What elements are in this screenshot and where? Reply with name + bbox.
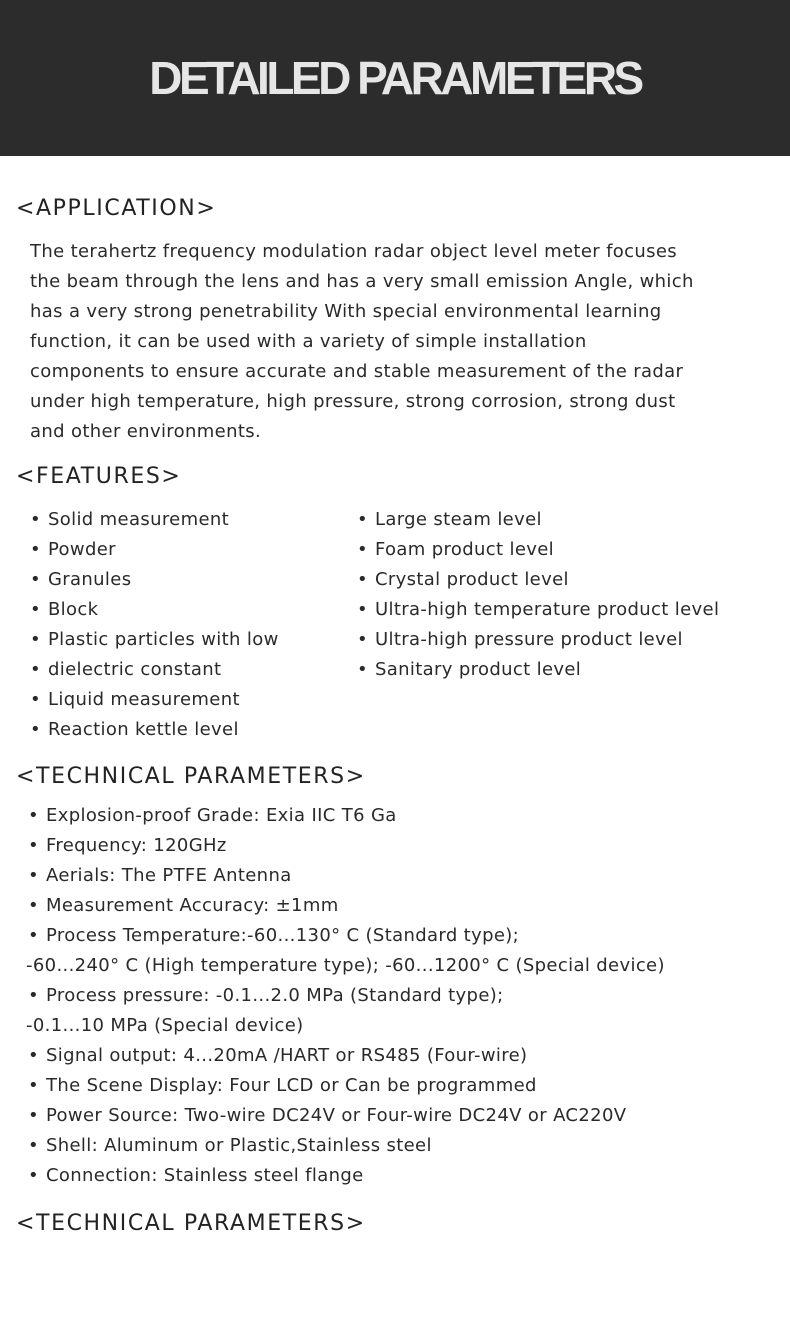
bullet-icon: • <box>28 1135 39 1156</box>
list-item <box>30 595 279 625</box>
feature-label: Crystal product level <box>374 569 569 590</box>
parameter-text: Shell: Aluminum or Plastic,Stainless steel <box>45 1135 432 1156</box>
bullet-icon: • <box>28 1105 39 1126</box>
list-item <box>357 595 719 625</box>
bullet-icon: • <box>30 719 41 740</box>
list-item <box>28 1101 665 1131</box>
list-item-continuation <box>26 951 665 981</box>
bullet-icon: • <box>30 629 41 650</box>
feature-label: Granules <box>47 569 132 590</box>
list-item <box>28 1161 665 1191</box>
feature-label: Powder <box>47 539 116 560</box>
list-item <box>357 655 719 685</box>
bullet-icon: • <box>28 895 39 916</box>
parameter-text: -0.1...10 MPa (Special device) <box>26 1015 304 1036</box>
parameter-text: Aerials: The PTFE Antenna <box>45 865 292 886</box>
page-title: DETAILED PARAMETERS <box>149 52 641 104</box>
list-item <box>357 565 719 595</box>
bullet-icon: • <box>28 805 39 826</box>
application-paragraph <box>30 237 775 447</box>
feature-label: Liquid measurement <box>47 689 240 710</box>
list-item <box>28 801 665 831</box>
parameter-text: Connection: Stainless steel flange <box>45 1165 364 1186</box>
parameter-text: -60...240° C (High temperature type); -60...1200° C (Special device) <box>26 955 665 976</box>
bullet-icon: • <box>30 659 41 680</box>
parameter-text: Process pressure: -0.1...2.0 MPa (Standard type); <box>45 985 504 1006</box>
list-item <box>357 535 719 565</box>
list-item <box>357 625 719 655</box>
bullet-icon: • <box>28 1165 39 1186</box>
list-item <box>28 1131 665 1161</box>
technical-parameters-heading-2: <TECHNICAL PARAMETERS> <box>16 1211 366 1236</box>
feature-label: Plastic particles with low <box>47 629 279 650</box>
list-item <box>28 891 665 921</box>
bullet-icon: • <box>30 539 41 560</box>
list-item <box>30 565 279 595</box>
paragraph-line: under high temperature, high pressure, strong corrosion, strong dust <box>30 391 676 412</box>
header-banner <box>0 0 790 156</box>
parameter-text: Power Source: Two-wire DC24V or Four-wire DC24V or AC220V <box>45 1105 627 1126</box>
technical-parameters-heading: <TECHNICAL PARAMETERS> <box>16 764 366 789</box>
list-item <box>30 715 279 745</box>
bullet-icon: • <box>357 629 368 650</box>
paragraph-line: and other environments. <box>30 421 262 442</box>
list-item <box>30 655 279 685</box>
paragraph-line: has a very strong penetrability With special environmental learning <box>30 301 662 322</box>
bullet-icon: • <box>28 1075 39 1096</box>
feature-label: Foam product level <box>374 539 555 560</box>
feature-label: Sanitary product level <box>374 659 582 680</box>
feature-label: Reaction kettle level <box>47 719 239 740</box>
paragraph-line: components to ensure accurate and stable measurement of the radar <box>30 361 684 382</box>
feature-label: Large steam level <box>374 509 542 530</box>
bullet-icon: • <box>357 569 368 590</box>
paragraph-line: the beam through the lens and has a very small emission Angle, which <box>30 271 694 292</box>
parameter-text: Explosion-proof Grade: Exia IIC T6 Ga <box>45 805 397 826</box>
list-item <box>357 505 719 535</box>
application-heading: <APPLICATION> <box>16 196 217 221</box>
bullet-icon: • <box>357 539 368 560</box>
bullet-icon: • <box>357 509 368 530</box>
feature-label: Block <box>47 599 99 620</box>
bullet-icon: • <box>28 925 39 946</box>
parameter-text: Process Temperature:-60...130° C (Standard type); <box>45 925 520 946</box>
list-item-continuation <box>26 1011 665 1041</box>
bullet-icon: • <box>28 835 39 856</box>
bullet-icon: • <box>28 1045 39 1066</box>
list-item <box>28 1041 665 1071</box>
bullet-icon: • <box>357 599 368 620</box>
list-item <box>28 1071 665 1101</box>
technical-parameters-list <box>28 801 665 1191</box>
bullet-icon: • <box>30 689 41 710</box>
paragraph-line: The terahertz frequency modulation radar object level meter focuses <box>30 241 678 262</box>
parameter-text: Signal output: 4...20mA /HART or RS485 (Four-wire) <box>45 1045 528 1066</box>
bullet-icon: • <box>357 659 368 680</box>
list-item <box>28 921 665 951</box>
bullet-icon: • <box>28 985 39 1006</box>
parameter-text: Measurement Accuracy: ±1mm <box>45 895 339 916</box>
parameter-text: Frequency: 120GHz <box>45 835 227 856</box>
paragraph-line: function, it can be used with a variety of simple installation <box>30 331 587 352</box>
features-list-right <box>357 505 719 685</box>
list-item <box>28 981 665 1011</box>
list-item <box>30 505 279 535</box>
bullet-icon: • <box>30 569 41 590</box>
features-heading: <FEATURES> <box>16 464 182 489</box>
list-item <box>28 831 665 861</box>
feature-label: Solid measurement <box>47 509 230 530</box>
list-item <box>30 685 279 715</box>
parameter-text: The Scene Display: Four LCD or Can be programmed <box>45 1075 537 1096</box>
feature-label: Ultra-high pressure product level <box>374 629 683 650</box>
list-item <box>28 861 665 891</box>
feature-label: Ultra-high temperature product level <box>374 599 720 620</box>
bullet-icon: • <box>30 509 41 530</box>
bullet-icon: • <box>30 599 41 620</box>
features-list-left <box>30 505 279 745</box>
bullet-icon: • <box>28 865 39 886</box>
list-item <box>30 535 279 565</box>
feature-label: dielectric constant <box>47 659 222 680</box>
list-item <box>30 625 279 655</box>
